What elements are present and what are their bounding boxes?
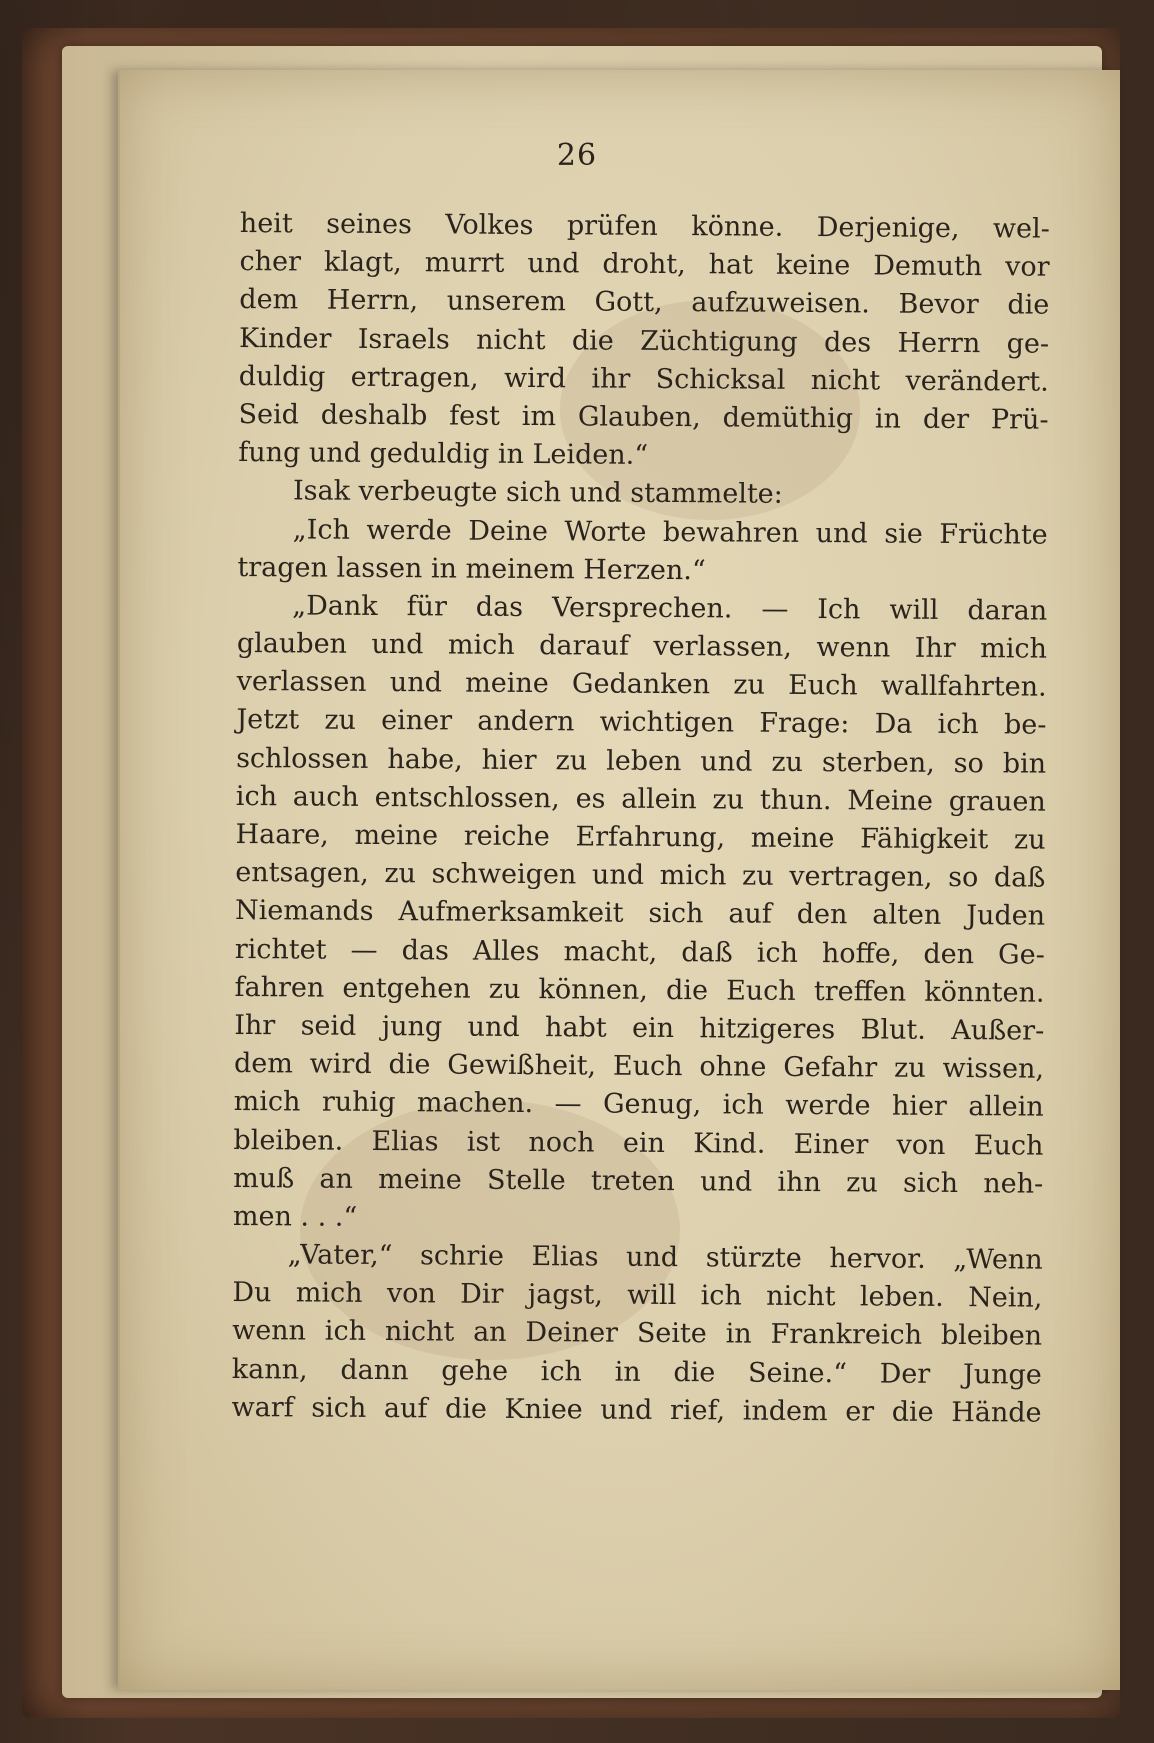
text-line: Jetzt zu einer andern wichtigen Frage: Da ich be- bbox=[236, 704, 1047, 742]
text-line: entsagen, zu schweigen und mich zu vertragen, so daß bbox=[235, 857, 1046, 894]
text-line: heit seines Volkes prüfen könne. Derjenige, wel- bbox=[239, 207, 1050, 245]
text-line: warf sich auf die Kniee und rief, indem er die Hände bbox=[231, 1391, 1042, 1429]
text-line: wenn ich nicht an Deiner Seite in Frankreich bleiben bbox=[232, 1315, 1043, 1353]
text-line: richtet — das Alles macht, daß ich hoffe, den Ge- bbox=[234, 933, 1045, 971]
text-line: muß an meine Stelle treten und ihn zu sich neh- bbox=[233, 1162, 1044, 1200]
text-line: fung und geduldig in Leiden.“ bbox=[238, 437, 649, 471]
text-line: men . . .“ bbox=[232, 1200, 358, 1233]
text-line: „Vater,“ schrie Elias und stürzte hervor. „Wenn bbox=[287, 1239, 1043, 1276]
text-line: verlassen und meine Gedanken zu Euch wallfahrten. bbox=[236, 666, 1047, 703]
text-line: dem Herrn, unserem Gott, aufzuweisen. Bevor die bbox=[239, 284, 1050, 322]
text-line: Du mich von Dir jagst, will ich nicht leben. Nein, bbox=[232, 1277, 1043, 1314]
text-line: duldig ertragen, wird ihr Schicksal nicht verändert. bbox=[238, 360, 1049, 398]
text-line: Niemands Aufmerksamkeit sich auf den alten Juden bbox=[234, 895, 1046, 933]
text-line: kann, dann gehe ich in die Seine.“ Der Junge bbox=[231, 1353, 1042, 1391]
text-line: „Dank für das Versprechen. — Ich will daran bbox=[292, 590, 1048, 627]
body-text bbox=[231, 205, 1050, 1433]
page-number: 26 bbox=[556, 138, 598, 173]
text-line: ich auch entschlossen, es allein zu thun. Meine grauen bbox=[235, 780, 1046, 818]
text-line: tragen lassen in meinem Herzen.“ bbox=[237, 551, 706, 586]
text-line: Isak verbeugte sich und stammelte: bbox=[292, 475, 783, 511]
text-line: mich ruhig machen. — Genug, ich werde hier allein bbox=[233, 1086, 1044, 1123]
text-line: Kinder Israels nicht die Züchtigung des Herrn ge- bbox=[238, 322, 1050, 360]
text-line: dem wird die Gewißheit, Euch ohne Gefahr zu wissen, bbox=[233, 1048, 1045, 1085]
text-line: bleiben. Elias ist noch ein Kind. Einer von Euch bbox=[233, 1124, 1044, 1162]
text-line: „Ich werde Deine Worte bewahren und sie Früchte bbox=[292, 513, 1048, 551]
text-line: glauben und mich darauf verlassen, wenn Ihr mich bbox=[236, 628, 1048, 665]
text-line: fahren entgehen zu können, die Euch treffen könnten. bbox=[234, 971, 1045, 1009]
text-line: Haare, meine reiche Erfahrung, meine Fähigkeit zu bbox=[235, 818, 1046, 856]
text-line: Seid deshalb fest im Glauben, demüthig in der Prü- bbox=[238, 398, 1049, 436]
text-line: cher klagt, murrt und droht, hat keine Demuth vor bbox=[239, 246, 1050, 283]
text-line: Ihr seid jung und habt ein hitzigeres Blut. Außer- bbox=[234, 1009, 1045, 1047]
text-line: schlossen habe, hier zu leben und zu sterben, so bin bbox=[236, 742, 1047, 780]
